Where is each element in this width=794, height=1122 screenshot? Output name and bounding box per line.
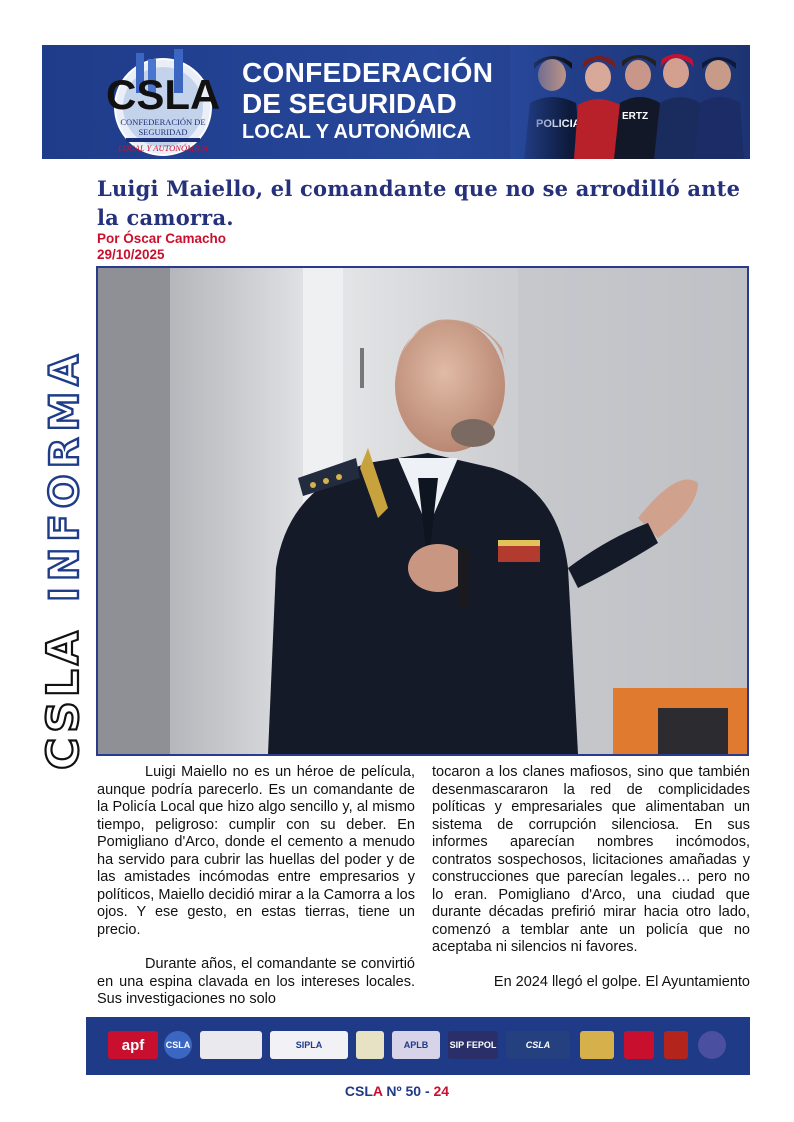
banner-title-line2: DE SEGURIDAD xyxy=(242,88,457,119)
sponsor-logo-apf: apf xyxy=(108,1031,158,1059)
police-officers-image xyxy=(510,45,750,159)
article-paragraph: En 2024 llegó el golpe. El Ayuntamiento xyxy=(493,973,750,990)
svg-text:LOCAL Y AUTONÓMICA: LOCAL Y AUTONÓMICA xyxy=(118,143,208,153)
csla-informa-vertical-title xyxy=(34,342,94,774)
svg-text:SEGURIDAD: SEGURIDAD xyxy=(138,127,188,137)
article-date: 29/10/2025 xyxy=(97,247,165,262)
banner-title-line3: LOCAL Y AUTONÓMICA xyxy=(242,121,471,143)
article-paragraph: Luigi Maiello no es un héroe de película, aunque podría parecerlo. Es un comandante de la Policía Local que hizo algo sencillo y, al mismo tiempo, peligroso: cumplir con su deber. En Pomigliano d'Arco, donde el cemento a menudo ha servido para cubrir las huellas del poder y de las amistades incómodas entre empresarios y políticos, Maiello decidió mirar a la Camorra a los ojos. Y ese gesto, en estas tierras, tiene un precio. xyxy=(97,764,415,938)
article-photo xyxy=(96,266,749,756)
svg-text:INFORMA: INFORMA xyxy=(42,348,88,602)
header-banner xyxy=(42,45,750,159)
sponsor-logo-csla: CSLA xyxy=(506,1031,570,1059)
sponsor-logo-csla-seal: CSLA xyxy=(164,1031,192,1059)
sponsors-footer xyxy=(86,1017,750,1075)
sponsor-logo-round xyxy=(698,1031,726,1059)
sponsor-logo-sipla: SIPLA xyxy=(270,1031,348,1059)
page-number: CSLA Nº 50 - 24 xyxy=(344,1083,450,1099)
sponsor-logo-aplb: APLB xyxy=(392,1031,440,1059)
banner-title xyxy=(242,57,493,145)
sponsor-logo-sip-fepol: SIP FEPOL xyxy=(448,1031,498,1059)
article-column-1 xyxy=(97,764,415,1009)
article-column-2 xyxy=(432,764,750,991)
sponsor-logo-flags xyxy=(200,1031,262,1059)
sponsor-logo-shield xyxy=(356,1031,384,1059)
officer-speaking-image xyxy=(98,268,747,754)
sponsor-logo-crest xyxy=(624,1031,654,1059)
banner-title-line1: CONFEDERACIÓN xyxy=(242,57,494,88)
article-paragraph: Durante años, el comandante se convirtió en una espina clavada en los intereses locales. Sus investigaciones no solo xyxy=(97,956,415,1007)
svg-text:CONFEDERACIÓN DE: CONFEDERACIÓN DE xyxy=(120,117,206,127)
sponsor-logo-emblem xyxy=(664,1031,688,1059)
article-headline: Luigi Maiello, el comandante que no se arrodilló ante la camorra. xyxy=(97,176,741,230)
csla-logo xyxy=(98,47,228,157)
article-byline xyxy=(97,231,226,263)
article-paragraph: tocaron a los clanes mafiosos, sino que también desenmascararon la red de complicidades políticas y empresariales que alimentaban un sistema de corrupción silenciosa. En sus informes aparecían nombres incómodos, contratos sospechosos, licitaciones amañadas y construcciones que parecían legales… pero no lo eran. Pomigliano d'Arco, una ciudad que durante décadas prefirió mirar hacia otro lado, comenzó a temblar ante un policía que no aceptaba ni silencios ni favores. xyxy=(432,764,750,955)
article-author: Por Óscar Camacho xyxy=(97,231,227,246)
svg-text:CSLA: CSLA xyxy=(106,71,221,118)
sponsor-logo-badge xyxy=(580,1031,614,1059)
svg-text:CSLA: CSLA xyxy=(38,627,89,770)
